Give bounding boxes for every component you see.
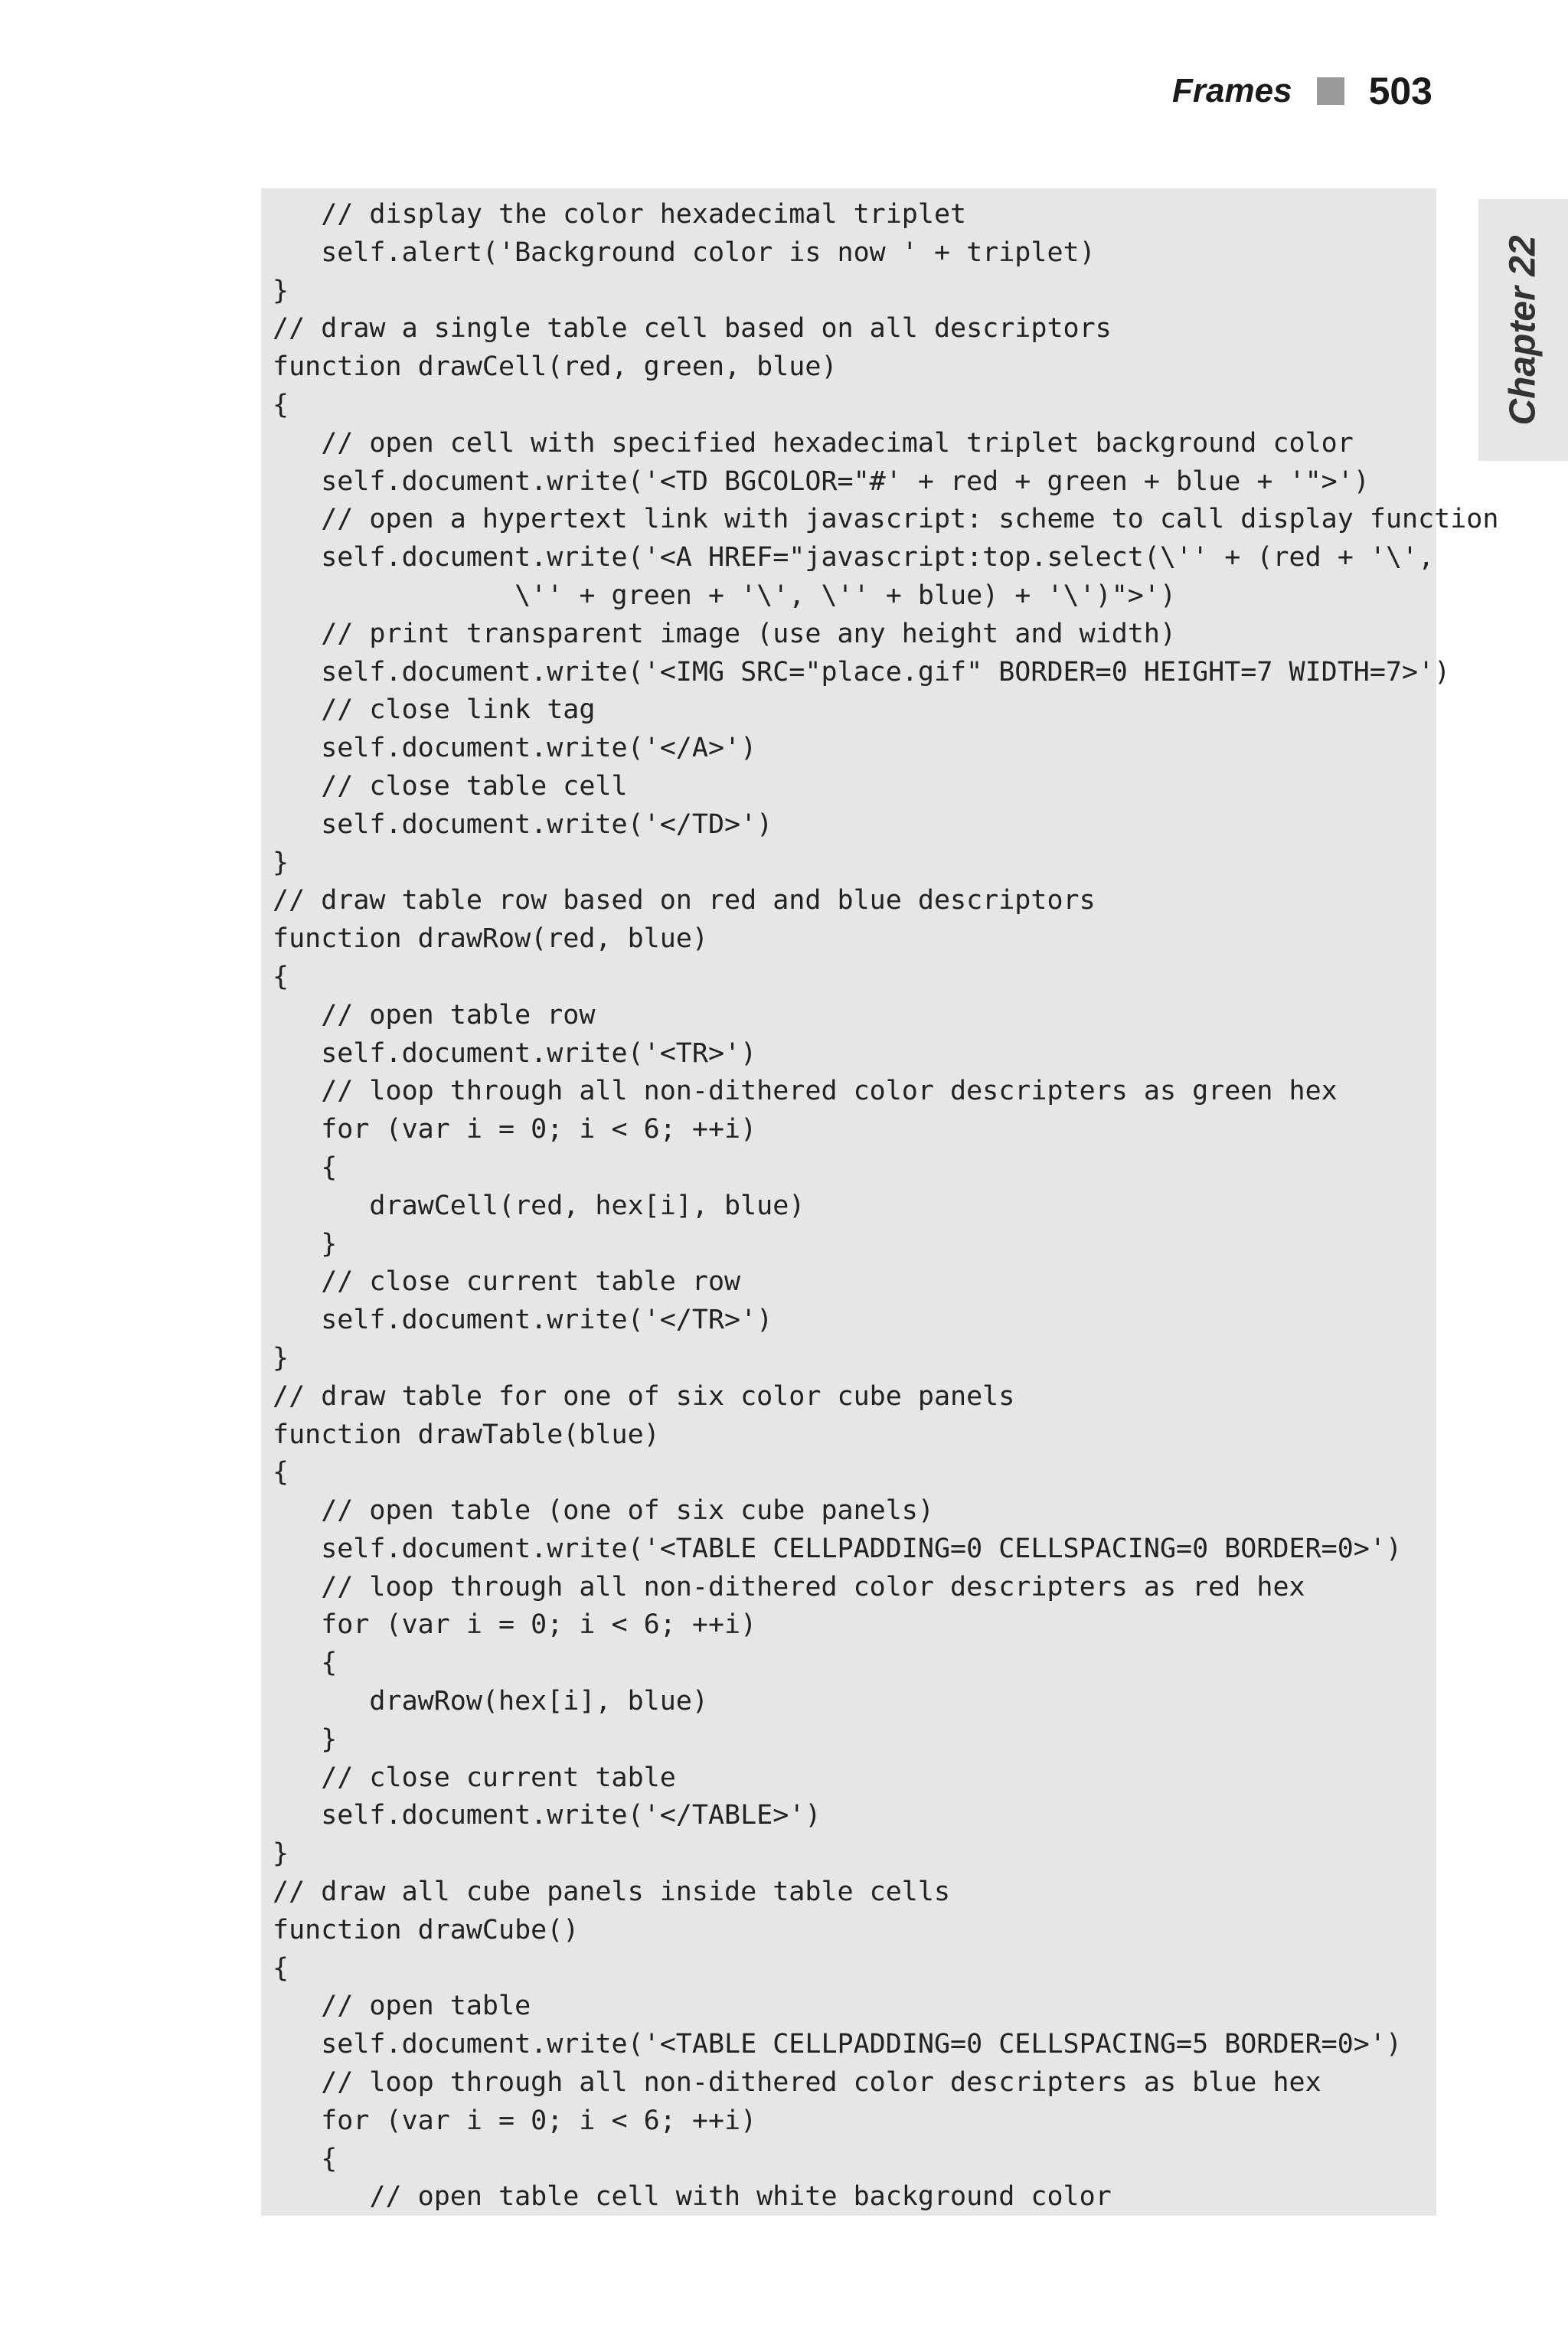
code-line: self.document.write('<TR>') — [273, 1037, 757, 1069]
code-line: // draw a single table cell based on all descriptors — [273, 313, 1112, 345]
code-line: self.document.write('</A>') — [273, 733, 757, 764]
code-line: self.document.write('<TABLE CELLPADDING=0 CELLSPACING=0 BORDER=0>') — [273, 1533, 1403, 1564]
code-line: drawCell(red, hex[i], blue) — [273, 1190, 805, 1221]
code-line: // open cell with specified hexadecimal triplet background color — [273, 427, 1354, 459]
code-line: } — [273, 1228, 338, 1259]
code-line: } — [273, 1723, 338, 1755]
code-line: drawRow(hex[i], blue) — [273, 1686, 708, 1717]
code-line: self.document.write('</TD>') — [273, 808, 773, 840]
page-number: 503 — [1368, 70, 1432, 113]
code-line: for (var i = 0; i < 6; ++i) — [273, 2105, 757, 2136]
code-line: } — [273, 1838, 289, 1870]
code-line: self.document.write('<TABLE CELLPADDING=0 CELLSPACING=5 BORDER=0>') — [273, 2029, 1403, 2060]
code-line: // display the color hexadecimal triplet — [273, 199, 967, 230]
code-line: // close table cell — [273, 770, 628, 802]
code-line: // draw all cube panels inside table cells — [273, 1877, 951, 1908]
code-listing — [261, 188, 1499, 2216]
code-line: // close current table — [273, 1762, 676, 1793]
code-line: self.document.write('</TABLE>') — [273, 1800, 822, 1831]
chapter-label: Chapter 22 — [1503, 234, 1544, 426]
code-line: } — [273, 1342, 289, 1374]
code-line: // loop through all non-dithered color descripters as blue hex — [273, 2067, 1321, 2099]
code-line: for (var i = 0; i < 6; ++i) — [273, 1609, 757, 1641]
code-line: } — [273, 275, 289, 306]
section-title: Frames — [1172, 72, 1292, 109]
code-line: self.document.write('<A HREF="javascript:top.select(\'' + (red + '\', — [273, 542, 1435, 573]
code-line: self.document.write('</TR>') — [273, 1305, 773, 1336]
code-line: { — [273, 961, 289, 992]
code-line: // open table — [273, 1991, 531, 2022]
code-line: // draw table for one of six color cube panels — [273, 1380, 1015, 1412]
code-line: // print transparent image (use any height and width) — [273, 618, 1177, 649]
code-line: // open table row — [273, 999, 596, 1031]
code-line: function drawCell(red, green, blue) — [273, 351, 838, 383]
code-line: function drawTable(blue) — [273, 1419, 660, 1450]
code-line: self.alert('Background color is now ' + triplet) — [273, 237, 1096, 268]
code-line: // close link tag — [273, 694, 596, 726]
code-line: { — [273, 1952, 289, 1984]
code-line: // open table cell with white background color — [273, 2181, 1112, 2213]
code-line: // open a hypertext link with javascript: scheme to call display function — [273, 504, 1499, 535]
running-head — [1172, 64, 1432, 118]
code-line: self.document.write('<TD BGCOLOR="#' + red + green + blue + '">') — [273, 466, 1370, 497]
code-line: self.document.write('<IMG SRC="place.gif" BORDER=0 HEIGHT=7 WIDTH=7>') — [273, 656, 1451, 688]
code-line: function drawRow(red, blue) — [273, 923, 708, 955]
code-line: { — [273, 389, 289, 420]
code-line: { — [273, 2143, 338, 2174]
code-line: // open table (one of six cube panels) — [273, 1495, 934, 1527]
code-line: { — [273, 1152, 338, 1183]
code-line: // close current table row — [273, 1266, 741, 1298]
code-line: // loop through all non-dithered color descripters as red hex — [273, 1571, 1305, 1602]
code-line: \'' + green + '\', \'' + blue) + '\')">') — [273, 580, 1177, 611]
code-line: { — [273, 1457, 289, 1488]
code-line: function drawCube() — [273, 1914, 580, 1945]
code-line: // draw table row based on red and blue descriptors — [273, 885, 1096, 916]
code-line: { — [273, 1648, 338, 1679]
code-line: // loop through all non-dithered color descripters as green hex — [273, 1076, 1338, 1107]
header-square-marker — [1317, 77, 1344, 105]
code-lines — [273, 196, 1498, 2216]
code-line: } — [273, 847, 289, 878]
code-line: for (var i = 0; i < 6; ++i) — [273, 1114, 757, 1145]
